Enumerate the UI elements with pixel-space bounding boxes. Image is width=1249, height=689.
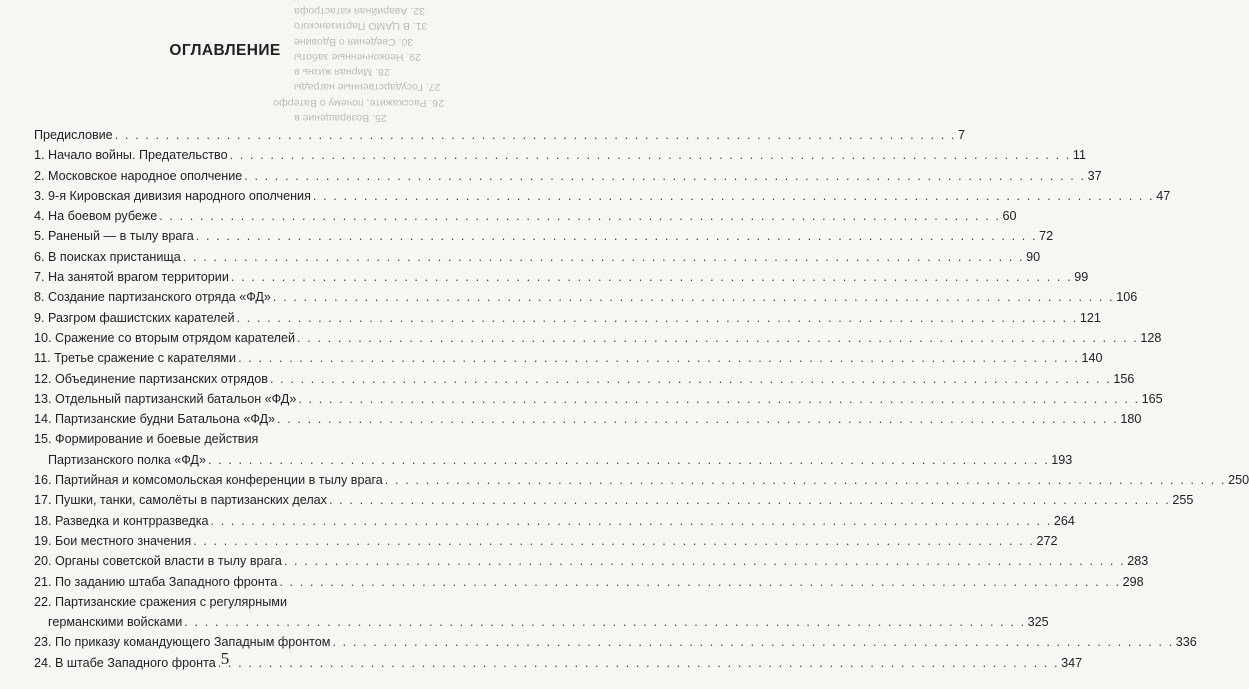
toc-entry-title: 20. Органы советской власти в тылу врага <box>34 554 282 569</box>
bleed-line: 26. Расскажите, почему о Ватерфо <box>273 96 444 109</box>
toc-entry-page: 99 <box>1074 270 1089 285</box>
toc-entry-page: 7 <box>958 128 966 142</box>
bleed-line: 28. Мирная жизнь в <box>294 66 390 79</box>
toc-entry-page: 298 <box>1122 574 1144 589</box>
toc-entry-page: 140 <box>1081 351 1103 366</box>
toc-entry <box>34 184 1171 204</box>
bleed-through-text <box>273 0 444 125</box>
toc-entry-title: 22. Партизанские сражения с регулярными <box>34 594 288 609</box>
toc-entry <box>34 346 1103 366</box>
toc-entry <box>34 427 1073 468</box>
dot-leader <box>196 228 1037 244</box>
toc-entry <box>34 326 1162 346</box>
toc-entry <box>34 265 1089 285</box>
dot-leader <box>329 492 1170 508</box>
dot-leader <box>193 533 1034 549</box>
toc-entry-title: 15. Формирование и боевые действия <box>34 432 259 447</box>
toc-entry-page: 47 <box>1156 188 1171 203</box>
toc-entry <box>34 569 1144 589</box>
toc-entry <box>34 224 1054 244</box>
toc-entry-page: 193 <box>1051 452 1073 467</box>
toc-entry-title: 4. На боевом рубеже <box>34 209 158 224</box>
toc-entry <box>34 366 1135 386</box>
dot-leader <box>244 168 1085 184</box>
dot-leader <box>332 634 1173 650</box>
dot-leader <box>230 147 1071 163</box>
toc-entry-page: 336 <box>1175 635 1197 650</box>
dot-leader <box>211 513 1052 529</box>
toc-entry-title: 18. Разведка и контрразведка <box>34 513 209 528</box>
toc-entry-title: 13. Отдельный партизанский батальон «ФД» <box>34 391 297 406</box>
toc-entry-page: 325 <box>1027 615 1049 630</box>
dot-leader <box>115 127 956 143</box>
toc-entry-continuation <box>34 610 1049 630</box>
bleed-line: 29. Неоконченные заботы <box>294 50 421 63</box>
toc-entry-page: 255 <box>1172 493 1194 508</box>
toc-entry-title: 9. Разгром фашистских карателей <box>34 310 235 325</box>
dot-leader <box>277 411 1118 427</box>
toc-entry <box>34 163 1102 183</box>
toc-entry-page: 128 <box>1140 330 1162 345</box>
toc-entry <box>34 121 966 143</box>
toc-entry-title: 8. Создание партизанского отряда «ФД» <box>34 290 271 305</box>
toc-entry-title: 2. Московское народное ополчение <box>34 168 243 183</box>
dot-leader <box>284 553 1125 569</box>
dot-leader <box>270 371 1111 387</box>
dot-leader <box>273 289 1114 305</box>
dot-leader <box>298 391 1139 407</box>
toc-entry-title: 21. По заданию штаба Западного фронта <box>34 574 278 589</box>
toc-entry-title-cont: германскими войсками <box>48 615 183 630</box>
toc-entry-title: Предисловие <box>34 128 113 142</box>
bleed-line: 30. Сведения о Вдовине <box>294 35 414 48</box>
dot-leader <box>208 452 1049 468</box>
dot-leader <box>184 614 1025 630</box>
table-of-contents <box>34 121 1249 671</box>
toc-entry-title-cont: Партизанского полка «ФД» <box>48 452 206 467</box>
toc-entry-title: 10. Сражение со вторым отрядом карателей <box>34 330 296 345</box>
toc-entry-page: 272 <box>1036 533 1058 548</box>
toc-entry-page: 180 <box>1120 412 1142 427</box>
toc-entry-title: 19. Бои местного значения <box>34 533 192 548</box>
toc-entry-title: 24. В штабе Западного фронта <box>34 655 216 670</box>
dot-leader <box>279 574 1120 590</box>
toc-entry <box>34 488 1194 508</box>
toc-entry <box>34 387 1163 407</box>
toc-entry-title: 12. Объединение партизанских отрядов <box>34 371 268 386</box>
toc-entry-page: 121 <box>1079 310 1101 325</box>
toc-heading: ОГЛАВЛЕНИЕ <box>169 42 281 59</box>
bleed-line: 27. Государственные награды <box>294 81 441 94</box>
toc-entry <box>34 285 1138 305</box>
toc-entry-page: 156 <box>1113 371 1135 386</box>
toc-entry <box>34 549 1149 569</box>
toc-entry-continuation <box>34 447 1073 467</box>
dot-leader <box>297 330 1138 346</box>
toc-entry-page: 347 <box>1061 655 1083 670</box>
toc-entry-page: 90 <box>1026 249 1041 264</box>
toc-entry <box>34 508 1075 528</box>
toc-entry-page: 283 <box>1127 554 1149 569</box>
toc-entry-title: 14. Партизанские будни Батальона «ФД» <box>34 412 276 427</box>
toc-entry <box>34 143 1086 163</box>
toc-entry-page: 11 <box>1072 148 1086 163</box>
toc-entry-title: 3. 9-я Кировская дивизия народного ополчения <box>34 188 311 203</box>
bleed-line: 25. Возвращение в <box>294 112 387 124</box>
dot-leader <box>237 310 1078 326</box>
toc-entry-page: 165 <box>1141 391 1163 406</box>
toc-entry <box>34 590 1049 631</box>
toc-entry <box>34 305 1101 325</box>
toc-entry <box>34 529 1058 549</box>
toc-entry <box>34 468 1249 488</box>
toc-entry-page: 60 <box>1002 209 1017 224</box>
bleed-line: 32. Аварийная катастрофа <box>294 4 425 17</box>
dot-leader <box>313 188 1154 204</box>
dot-leader <box>385 472 1226 488</box>
toc-entry-page: 37 <box>1087 168 1102 183</box>
toc-entry-page: 106 <box>1116 290 1138 305</box>
toc-entry-title: 11. Третье сражение с карателями <box>34 351 237 366</box>
bleed-line: 31. В ЦАМО Партизанского <box>294 20 428 33</box>
dot-leader <box>238 350 1079 366</box>
toc-entry-title: 16. Партийная и комсомольская конференции в тылу врага <box>34 473 383 488</box>
toc-entry <box>34 630 1197 650</box>
toc-entry-title: 5. Раненый — в тылу врага <box>34 229 194 244</box>
toc-entry-page: 72 <box>1039 229 1054 244</box>
dot-leader <box>183 249 1024 265</box>
page-number: 5 <box>220 649 230 668</box>
toc-entry <box>34 407 1142 427</box>
toc-entry-title: 23. По приказу командующего Западным фронтом <box>34 635 331 650</box>
toc-entry <box>34 244 1041 264</box>
toc-entry-title: 6. В поисках пристанища <box>34 249 181 264</box>
toc-entry-title: 1. Начало войны. Предательство <box>34 148 228 163</box>
toc-entry-page: 250 <box>1228 473 1249 488</box>
toc-entry <box>34 204 1017 224</box>
dot-leader <box>159 208 1000 224</box>
toc-entry-title: 17. Пушки, танки, самолёты в партизанских делах <box>34 493 327 508</box>
dot-leader <box>231 269 1072 285</box>
toc-entry-title: 7. На занятой врагом территории <box>34 270 229 285</box>
toc-entry-page: 264 <box>1053 513 1075 528</box>
